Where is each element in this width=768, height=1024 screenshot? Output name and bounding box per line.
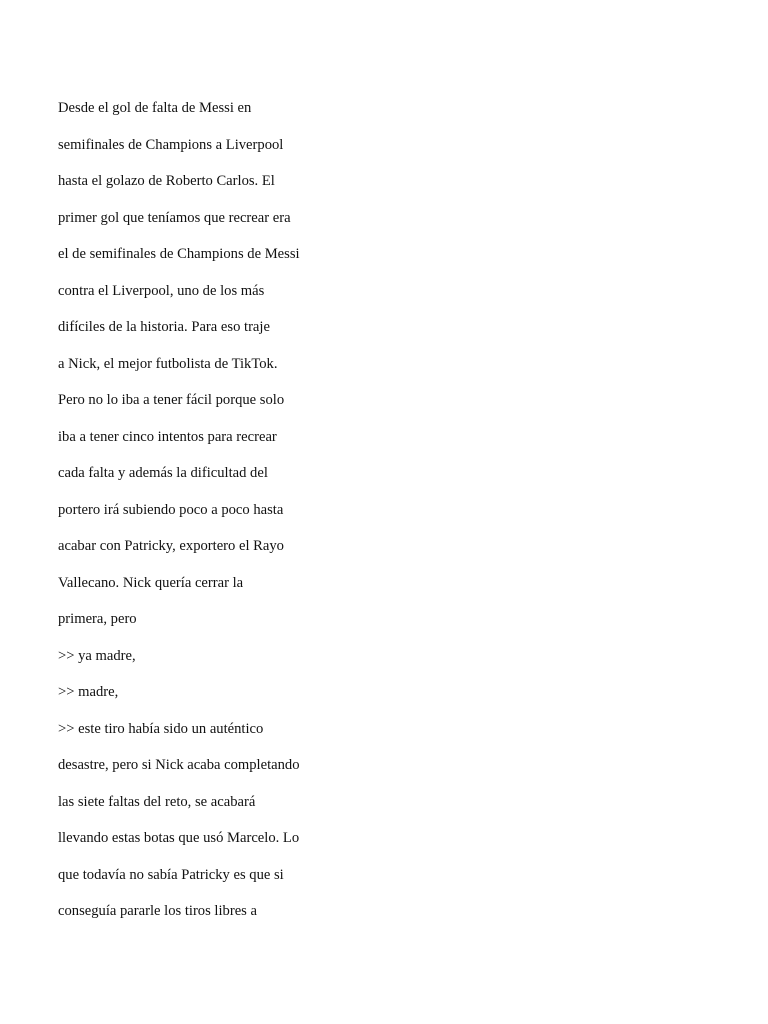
text-line-21: llevando estas botas que usó Marcelo. Lo xyxy=(58,830,300,846)
text-line-1: Desde el gol de falta de Messi en xyxy=(58,100,252,116)
text-line-5: el de semifinales de Champions de Messi xyxy=(58,246,300,262)
text-line-23: conseguía pararle los tiros libres a xyxy=(58,903,257,919)
text-line-20: las siete faltas del reto, se acabará xyxy=(58,793,256,810)
transcript-text xyxy=(58,90,358,930)
text-line-19: desastre, pero si Nick acaba completando xyxy=(58,757,300,773)
text-line-22: que todavía no sabía Patricky es que si xyxy=(58,866,284,883)
text-line-12: portero irá subiendo poco a poco hasta xyxy=(58,501,284,518)
text-line-15: primera, pero xyxy=(58,611,137,627)
text-line-11: cada falta y además la dificultad del xyxy=(58,465,268,481)
text-line-6: contra el Liverpool, uno de los más xyxy=(58,282,265,299)
text-line-13: acabar con Patricky, exportero el Rayo xyxy=(58,538,284,554)
text-line-2: semifinales de Champions a Liverpool xyxy=(58,136,284,153)
text-line-16: >> ya madre, xyxy=(58,647,136,664)
text-line-8: a Nick, el mejor futbolista de TikTok. xyxy=(58,355,278,372)
text-line-17: >> madre, xyxy=(58,684,119,700)
text-line-7: difíciles de la historia. Para eso traje xyxy=(58,319,270,335)
text-line-14: Vallecano. Nick quería cerrar la xyxy=(58,574,244,591)
text-line-18: >> este tiro había sido un auténtico xyxy=(58,720,264,737)
text-line-4: primer gol que teníamos que recrear era xyxy=(58,209,291,226)
text-line-10: iba a tener cinco intentos para recrear xyxy=(58,428,277,445)
text-line-3: hasta el golazo de Roberto Carlos. El xyxy=(58,173,275,189)
text-line-9: Pero no lo iba a tener fácil porque solo xyxy=(58,392,285,408)
